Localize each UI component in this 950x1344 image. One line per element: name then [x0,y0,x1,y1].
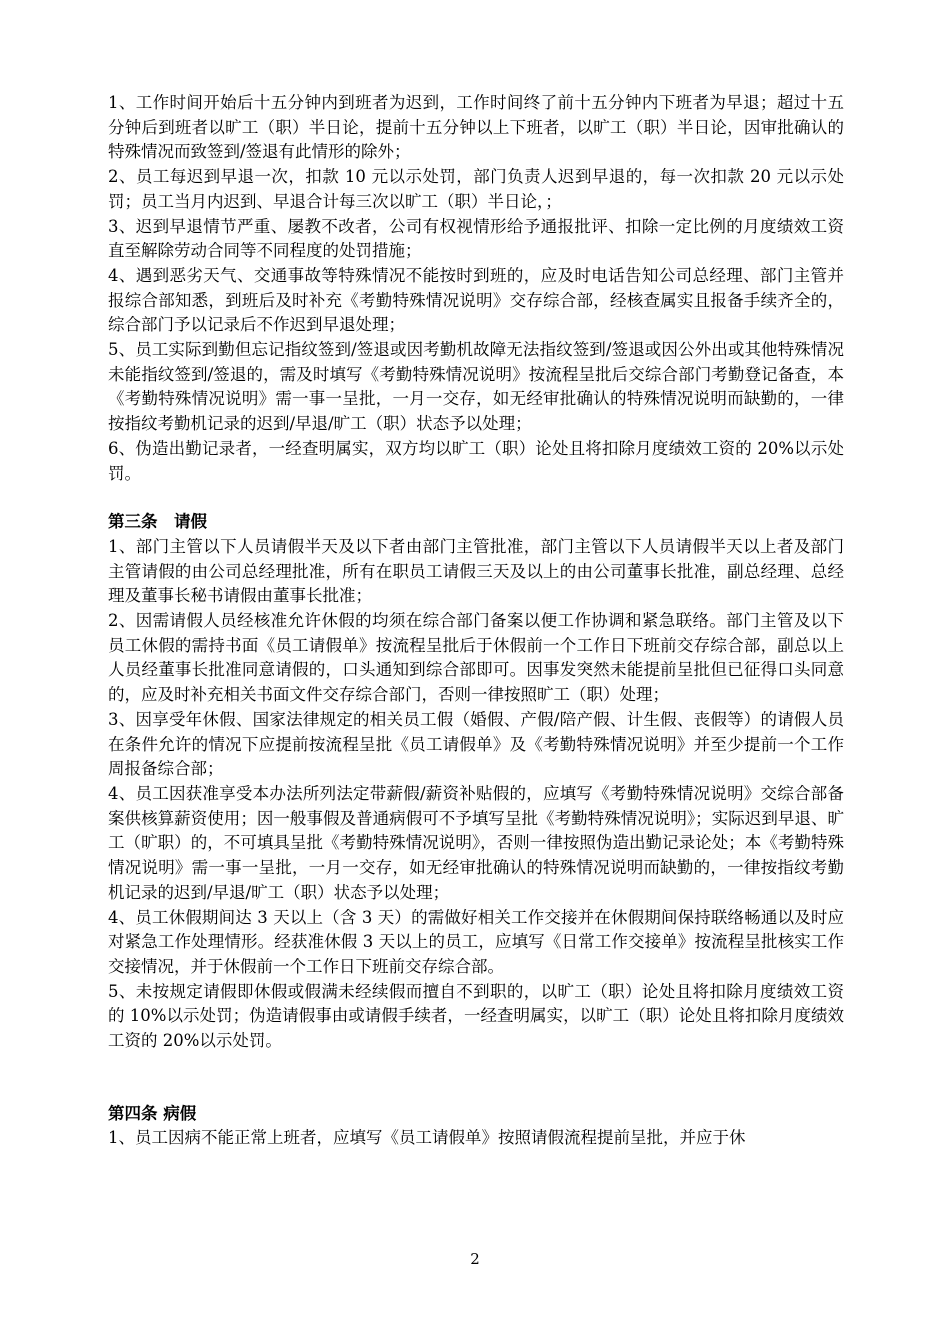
paragraph: 4、遇到恶劣天气、交通事故等特殊情况不能按时到班的，应及时电话告知公司总经理、部门主管并报综合部知悉，到班后及时补充《考勤特殊情况说明》交存综合部，经核查属实且报备手续齐全的，综合部门予以记录后不作迟到早退处理； [108,265,844,335]
paragraph: 4、员工因获准享受本办法所列法定带薪假/薪资补贴假的，应填写《考勤特殊情况说明》交综合部备案供核算薪资使用；因一般事假及普通病假可不予填写呈批《考勤特殊情况说明》；实际迟到早退、旷工（旷职）的，不可填具呈批《考勤特殊情况说明》，否则一律按照伪造出勤记录论处；本《考勤特殊情况说明》需一事一呈批，一月一交存，如无经审批确认的特殊情况说明而缺勤的，一律按指纹考勤机记录的迟到/早退/旷工（职）状态予以处理； [108,783,844,902]
paragraph: 1、部门主管以下人员请假半天及以下者由部门主管批准，部门主管以下人员请假半天以上者及部门主管请假的由公司总经理批准，所有在职员工请假三天及以上的由公司董事长批准，副总经理、总经理及董事长秘书请假由董事长批准； [108,536,844,606]
paragraph: 4、员工休假期间达 3 天以上（含 3 天）的需做好相关工作交接并在休假期间保持联络畅通以及时应对紧急工作处理情形。经获准休假 3 天以上的员工，应填写《日常工作交接单》按流程呈批核实工作交接情况，并于休假前一个工作日下班前交存综合部。 [108,907,844,976]
section-heading-sick: 第四条 病假 [108,1103,197,1123]
paragraph: 6、伪造出勤记录者，一经查明属实，双方均以旷工（职）论处且将扣除月度绩效工资的 20%以示处罚。 [108,438,844,483]
spacer [108,486,844,510]
document-body [108,91,844,1151]
paragraph: 3、迟到早退情节严重、屡教不改者，公司有权视情形给予通报批评、扣除一定比例的月度绩效工资直至解除劳动合同等不同程度的处罚措施； [108,216,844,261]
paragraph: 1、员工因病不能正常上班者，应填写《员工请假单》按照请假流程提前呈批，并应于休 [108,1128,746,1148]
paragraph: 1、工作时间开始后十五分钟内到班者为迟到，工作时间终了前十五分钟内下班者为早退；超过十五分钟后到班者以旷工（职）半日论，提前十五分钟以上下班者，以旷工（职）半日论，因审批确认的特殊情况而致签到/签退有此情形的除外； [108,93,844,162]
page-number: 2 [470,1250,480,1268]
paragraph: 3、因享受年休假、国家法律规定的相关员工假（婚假、产假/陪产假、计生假、丧假等）的请假人员在条件允许的情况下应提前按流程呈批《员工请假单》及《考勤特殊情况说明》并至少提前一个工作周报备综合部； [108,709,844,779]
spacer [108,1054,844,1102]
paragraph: 2、员工每迟到早退一次，扣款 10 元以示处罚，部门负责人迟到早退的，每一次扣款 20 元以示处罚；员工当月内迟到、早退合计每三次以旷工（职）半日论，； [108,167,844,211]
paragraph: 5、未按规定请假即休假或假满未经续假而擅自不到职的，以旷工（职）论处且将扣除月度绩效工资的 10%以示处罚；伪造请假事由或请假手续者，一经查明属实，以旷工（职）论处且将扣除月度绩效工资的 20%以示处罚。 [108,981,844,1051]
paragraph: 5、员工实际到勤但忘记指纹签到/签退或因考勤机故障无法指纹签到/签退或因公外出或其他特殊情况未能指纹签到/签退的，需及时填写《考勤特殊情况说明》按流程呈批后交综合部门考勤登记备查，本《考勤特殊情况说明》需一事一呈批，一月一交存，如无经审批确认的特殊情况说明而缺勤的，一律按指纹考勤机记录的迟到/早退/旷工（职）状态予以处理； [108,340,844,434]
section-heading-leave: 第三条 请假 [108,512,207,532]
paragraph: 2、因需请假人员经核准允许休假的均须在综合部门备案以便工作协调和紧急联络。部门主管及以下员工休假的需持书面《员工请假单》按流程呈批后于休假前一个工作日下班前交存综合部，副总以上人员经董事长批准同意请假的，口头通知到综合部即可。因事发突然未能提前呈批但已征得口头同意的，应及时补充相关书面文件交存综合部门，否则一律按照旷工（职）处理； [108,611,844,705]
